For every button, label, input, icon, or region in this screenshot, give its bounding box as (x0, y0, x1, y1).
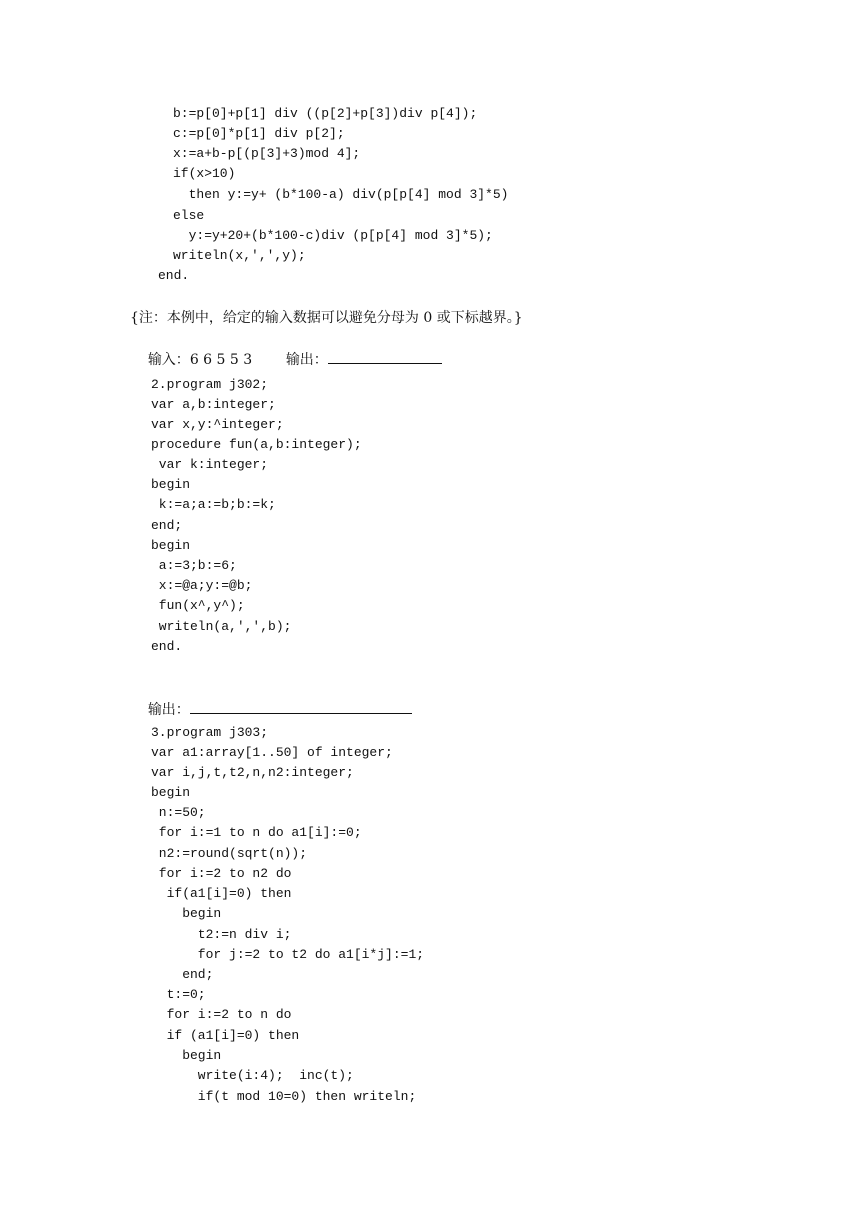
code-line: var x,y:^integer; (151, 417, 284, 432)
code-line: for j:=2 to t2 do a1[i*j]:=1; (151, 947, 425, 962)
code-line: var a1:array[1..50] of integer; (151, 745, 393, 760)
code-line: c:=p[0]*p[1] div p[2]; (173, 126, 345, 141)
output-label: 输出： (285, 352, 328, 368)
code-line: end; (151, 518, 183, 533)
output-label: 输出： (147, 702, 190, 718)
code-line: write(i:4); inc(t); (151, 1068, 354, 1083)
note-text: {注：本例中，给定的输入数据可以避免分母为 0 或下标越界。} (130, 310, 523, 326)
code-line: n:=50; (151, 805, 206, 820)
code-line: end; (151, 967, 214, 982)
input-value: 6 6 5 5 3 (189, 352, 253, 368)
code-line: for i:=2 to n2 do (151, 866, 292, 881)
code-line: if (a1[i]=0) then (151, 1028, 300, 1043)
code-line: var a,b:integer; (151, 397, 276, 412)
code-line: a:=3;b:=6; (151, 558, 237, 573)
code-line: t2:=n div i; (151, 927, 292, 942)
code-line: else (173, 208, 205, 223)
code-line: begin (151, 906, 222, 921)
code-line: then y:=y+ (b*100-a) div(p[p[4] mod 3]*5) (173, 187, 509, 202)
code-line: if(x>10) (173, 166, 236, 181)
code-line: t:=0; (151, 987, 206, 1002)
code-line: n2:=round(sqrt(n)); (151, 846, 308, 861)
code-line: if(t mod 10=0) then writeln; (151, 1089, 417, 1104)
output-row-2 (130, 680, 412, 718)
code-line: for i:=1 to n do a1[i]:=0; (151, 825, 362, 840)
code-line: end. (158, 268, 190, 283)
input-label: 输入： (147, 352, 190, 368)
code-line: k:=a;a:=b;b:=k; (151, 497, 276, 512)
code-line: end. (151, 639, 183, 654)
code-line: x:=a+b-p[(p[3]+3)mod 4]; (173, 146, 361, 161)
code-line: var i,j,t,t2,n,n2:integer; (151, 765, 354, 780)
code-line: for i:=2 to n do (151, 1007, 292, 1022)
code-line: x:=@a;y:=@b; (151, 578, 253, 593)
code-line: begin (151, 1048, 222, 1063)
code-line: begin (151, 477, 191, 492)
code-line: var k:integer; (151, 457, 269, 472)
code-line: writeln(x,',',y); (173, 248, 306, 263)
code-line: begin (151, 785, 191, 800)
code-line: if(a1[i]=0) then (151, 886, 292, 901)
code-line: writeln(a,',',b); (151, 619, 292, 634)
output-answer-blank[interactable] (328, 362, 442, 364)
code-line: y:=y+20+(b*100-c)div (p[p[4] mod 3]*5); (173, 228, 493, 243)
code-line: 3.program j303; (151, 725, 269, 740)
code-line: 2.program j302; (151, 377, 269, 392)
code-line: b:=p[0]+p[1] div ((p[2]+p[3])div p[4]); (173, 106, 478, 121)
code-line: fun(x^,y^); (151, 598, 245, 613)
io-row-1 (130, 330, 253, 368)
output-row-1 (268, 330, 442, 368)
output-answer-blank[interactable] (190, 712, 412, 714)
code-line: procedure fun(a,b:integer); (151, 437, 362, 452)
code-line: begin (151, 538, 191, 553)
